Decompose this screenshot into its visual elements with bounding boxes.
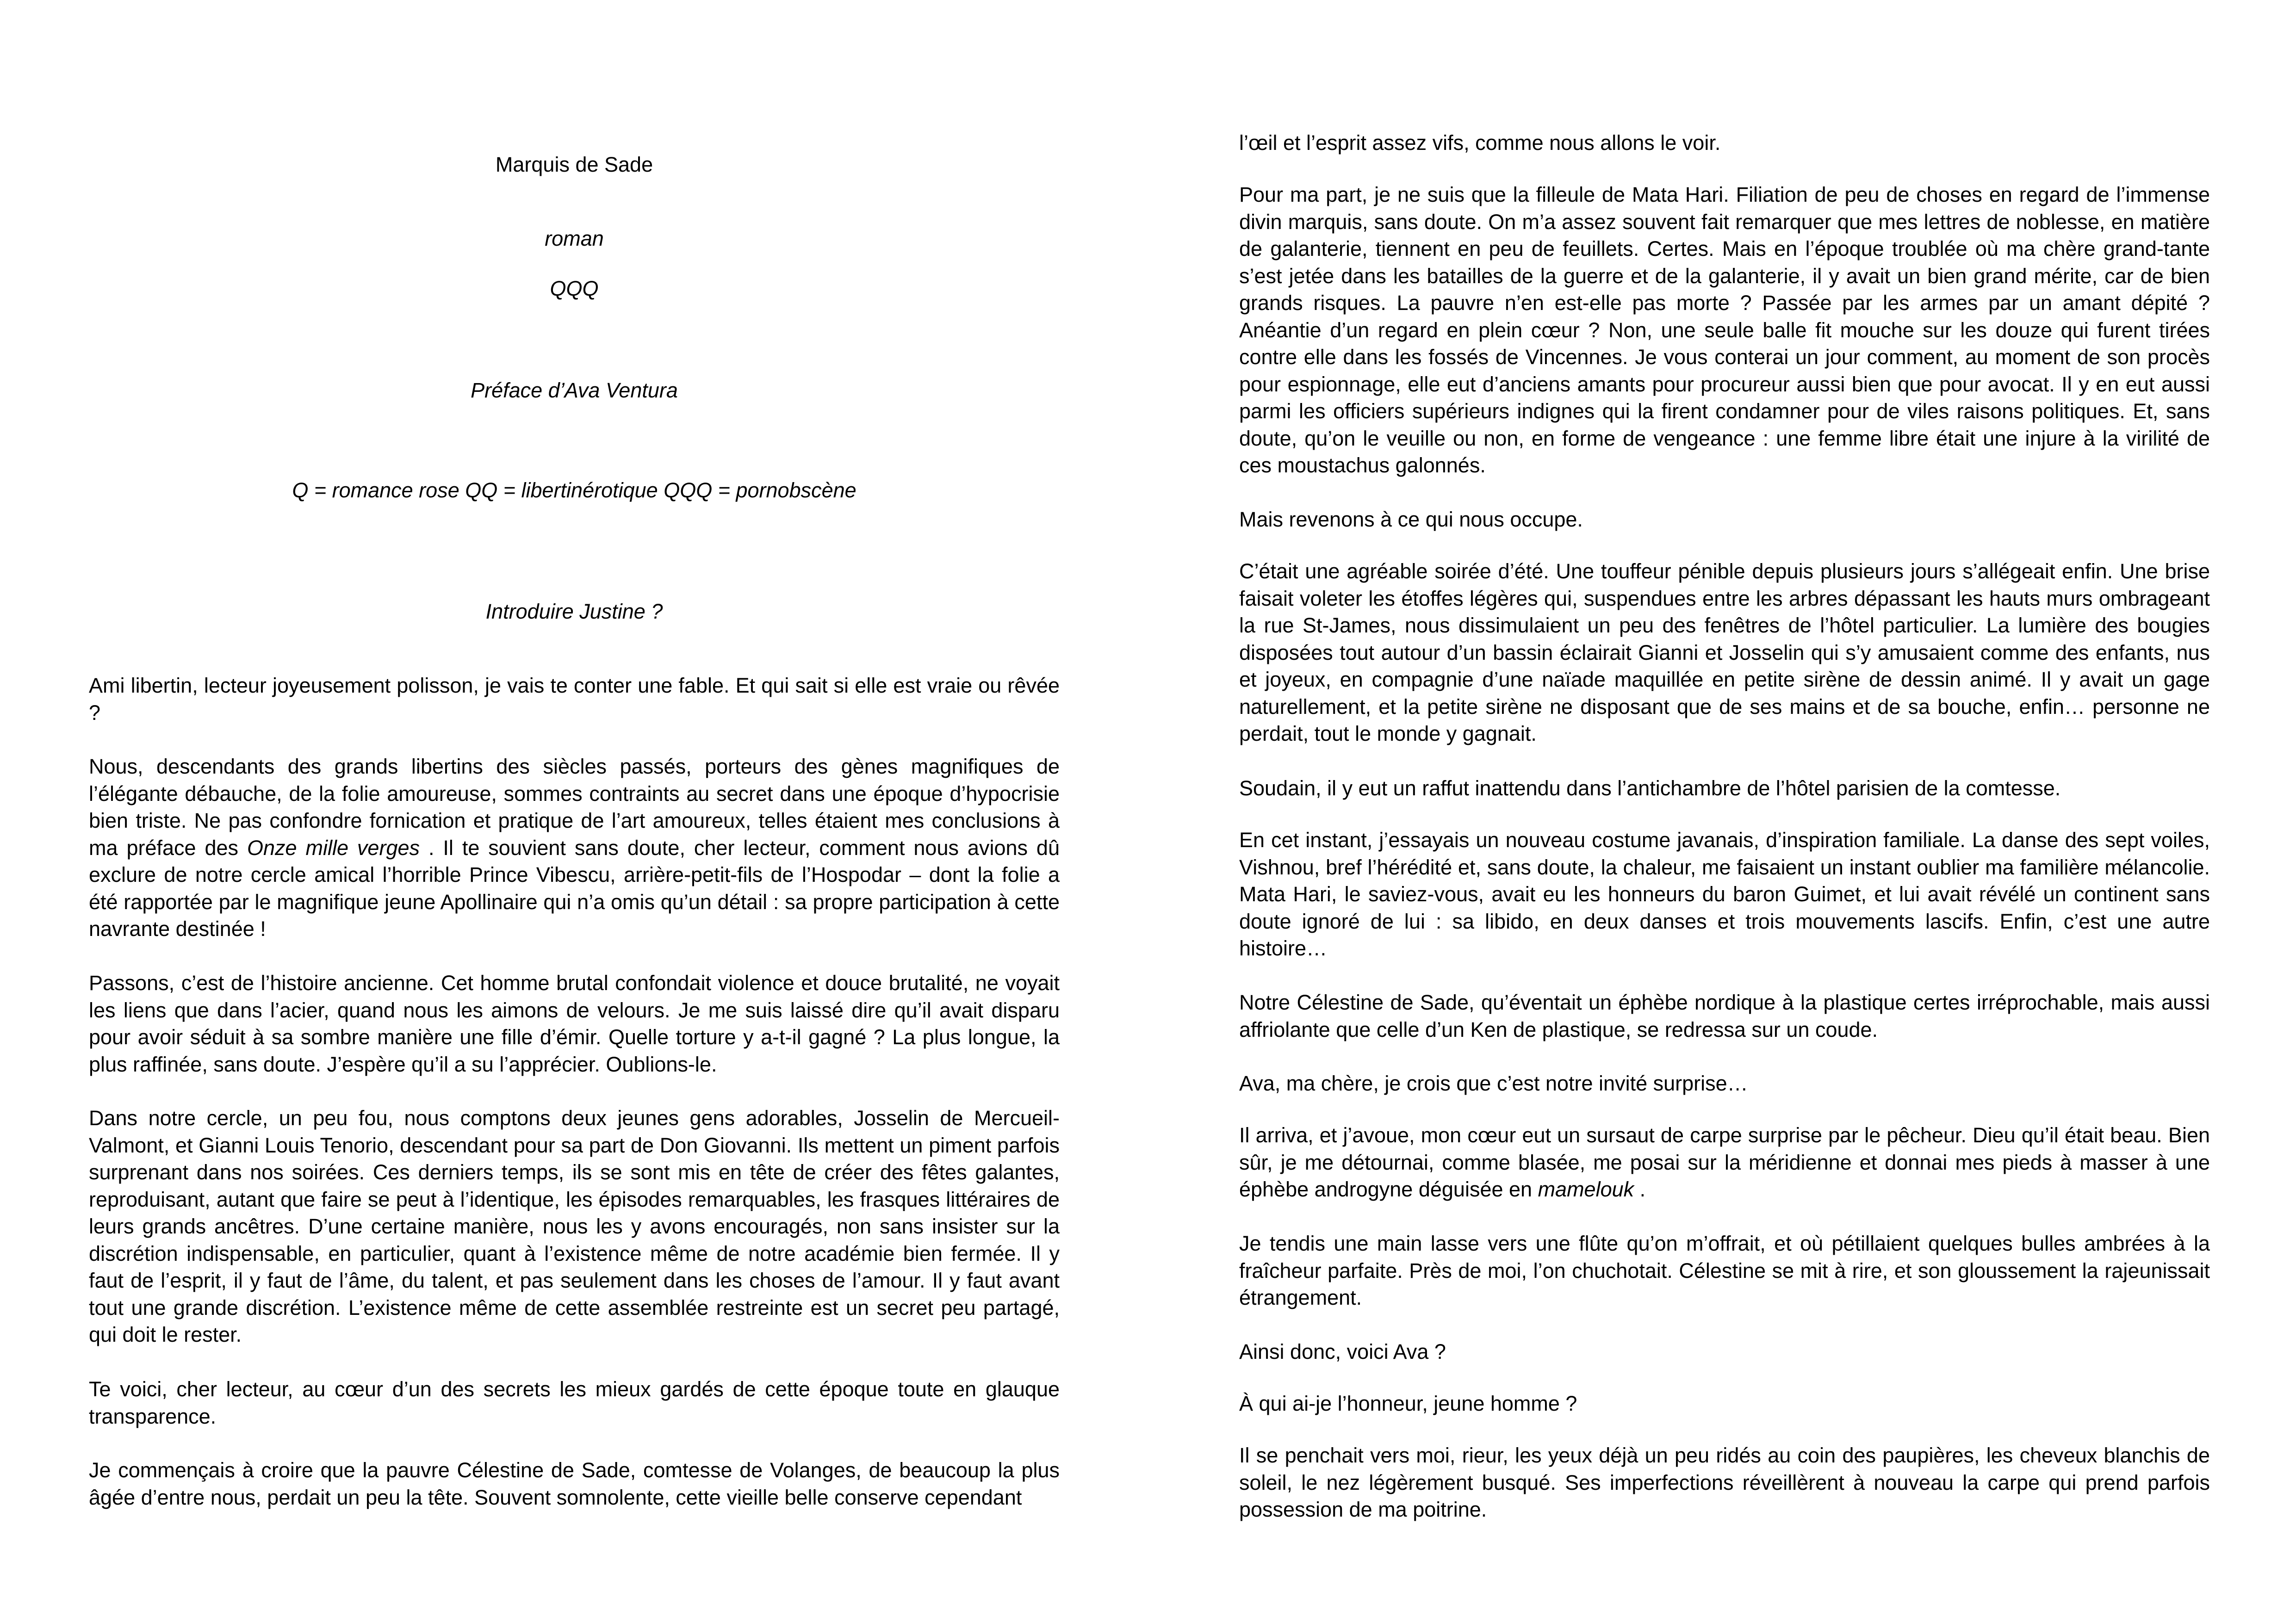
paragraph-mata-hari: Pour ma part, je ne suis que la filleule de Mata Hari. Filiation de peu de choses en regard de l’immense divin marquis, sans doute. On m’a assez souvent fait remarquer que mes lettres de noblesse, en matière de galanterie, tiennent en peu de feuillets. Certes. Mais en l’époque troublée où ma chère grand-tante s’est jetée dans les batailles de la guerre et de la galanterie, il y avait un bien grand mérite, car de bien grands risques. La pauvre n’en est-elle pas morte ? Passée par les armes par un amant dépité ? Anéantie d’un regard en plein cœur ? Non, une seule balle fit mouche sur les douze qui furent tirées contre elle dans les fossés de Vincennes. Je vous conterai un jour comment, au moment de son procès pour espionnage, elle eut d’anciens amants pour procureur aussi bien que pour avocat. Il y en eut aussi parmi les officiers supérieurs indignes qui la firent condamner pour de viles raisons politiques. Et, sans doute, qu’on le veuille ou non, en forme de vengeance : une femme libre était une injure à la virilité de ces moustachus galonnés. [1239, 183, 2210, 477]
genre-line: roman [545, 227, 604, 250]
paragraph-invite: Ava, ma chère, je crois que c’est notre invité surprise… [1239, 1072, 1748, 1095]
mamelouk-word: mamelouk [1538, 1177, 1634, 1201]
paragraph-1: Ami libertin, lecteur joyeusement polisson, je vais te conter une fable. Et qui sait si elle est vraie ou rêvée ? [89, 674, 1060, 725]
paragraph-raffut: Soudain, il y eut un raffut inattendu dans l’antichambre de l’hôtel parisien de la comtesse. [1239, 776, 2061, 800]
rating-legend: Q = romance rose QQ = libertinérotique QQQ = pornobscène [292, 478, 856, 502]
paragraph-4: Dans notre cercle, un peu fou, nous comptons deux jeunes gens adorables, Josselin de Mercueil-Valmont, et Gianni Louis Tenorio, descendant pour sa part de Don Giovanni. Ils mettent un piment parfois surprenant dans nos soirées. Ces derniers temps, ils se sont mis en tête de créer des fêtes galantes, reproduisant, autant que faire se peut à l’identique, les épisodes remarquables, les frasques littéraires de leurs grands ancêtres. D’une certaine manière, nous les y avons encouragés, non sans insister sur la discrétion indispensable, en particulier, quant à l’existence même de notre académie bien fermée. Il y faut de l’esprit, il y faut de l’âme, du talent, et pas seulement dans les choses de l’amour. Il y faut avant tout une grande discrétion. L’existence même de cette assemblée restreinte est un secret peu partagé, qui doit le rester. [89, 1106, 1060, 1346]
paragraph-3: Passons, c’est de l’histoire ancienne. Cet homme brutal confondait violence et douce brutalité, ne voyait les liens que dans l’acier, quand nous les aimons de velours. Je me suis laissé dire qu’il avait disparu pour avoir séduit à sa sombre manière une fille d’émir. Quelle torture y a-t-il gagné ? La plus longue, la plus raffinée, sans doute. J’espère qu’il a su l’apprécier. Oublions-le. [89, 971, 1060, 1076]
paragraph-arrivee-start: Il arriva, et j’avoue, mon cœur eut un sursaut de carpe surprise par le pêcheur. Dieu qu’il était beau. Bien sûr, je me détournai, comme blasée, me posai sur la méridienne et donnai mes pieds à masser à une éphèbe androgyne déguisée en [1239, 1123, 2210, 1201]
author-line: Marquis de Sade [495, 153, 653, 176]
paragraph-honneur: À qui ai-je l’honneur, jeune homme ? [1239, 1392, 1577, 1415]
paragraph-revenons: Mais revenons à ce qui nous occupe. [1239, 508, 1583, 531]
paragraph-2-end: . Il te souvient sans doute, cher lecteur, comment nous avions dû exclure de notre cercle amical l’horrible Prince Vibescu, arrière-petit-fils de l’Hospodar – dont la folie a été rapportée par le magnifique jeune Apollinaire qui n’a omis qu’un détail : sa propre participation à cette navrante destinée ! [89, 836, 1060, 941]
paragraph-ainsi: Ainsi donc, voici Ava ? [1239, 1340, 1446, 1363]
paragraph-2 [89, 753, 1060, 943]
book-title: Onze mille verges [247, 836, 420, 860]
rating-line: QQQ [550, 277, 599, 300]
paragraph-6: Je commençais à croire que la pauvre Célestine de Sade, comtesse de Volanges, de beaucoup la plus âgée d’entre nous, perdait un peu la tête. Souvent somnolente, cette vieille belle conserve cependant [89, 1458, 1060, 1509]
paragraph-arrivee [1239, 1122, 2210, 1203]
paragraph-flute: Je tendis une main lasse vers une flûte qu’on m’offrait, et où pétillaient quelques bulles ambrées à la fraîcheur parfaite. Près de moi, l’on chuchotait. Célestine se mit à rire, et son gloussement la rajeunissait étrangement. [1239, 1232, 2210, 1309]
paragraph-costume: En cet instant, j’essayais un nouveau costume javanais, d’inspiration familiale. La danse des sept voiles, Vishnou, bref l’hérédité et, sans doute, la chaleur, me faisaient un instant oublier ma familière mélancolie. Mata Hari, le saviez-vous, avait eu les honneurs du baron Guimet, et lui avait révélé un continent sans doute ignoré de lui : sa libido, en deux danses et trois mouvements lascifs. Enfin, c’est une autre histoire… [1239, 828, 2210, 960]
paragraph-5: Te voici, cher lecteur, au cœur d’un des secrets les mieux gardés de cette époque toute en glauque transparence. [89, 1377, 1060, 1428]
paragraph-continuation: l’œil et l’esprit assez vifs, comme nous allons le voir. [1239, 131, 1721, 155]
preface-line: Préface d’Ava Ventura [471, 378, 678, 402]
paragraph-2-start: Nous, descendants des grands libertins des siècles passés, porteurs des gènes magnifiques de l’élégante débauche, de la folie amoureuse, sommes contraints au secret dans une époque d’hypocrisie bien triste. Ne pas confondre fornication et pratique de l’art amoureux, telles étaient mes conclusions à ma préface des [89, 755, 1060, 860]
paragraph-arrivee-end: . [1634, 1177, 1646, 1201]
paragraph-soiree: C’était une agréable soirée d’été. Une touffeur pénible depuis plusieurs jours s’allégeait enfin. Une brise faisait voleter les étoffes légères qui, suspendues entre les arbres dépassant les hauts murs ombrageant la rue St-James, nous dissimulaient un peu des fenêtres de l’hôtel particulier. La lumière des bougies disposées tout autour d’un bassin éclairait Gianni et Josselin qui s’y amusaient comme des enfants, nus et joyeux, en compagnie d’une naïade maquillée en petite sirène de dessin animé. Il y avait un gage naturellement, et la petite sirène ne disposant que de ses mains et de sa bouche, enfin… personne ne perdait, tout le monde y gagnait. [1239, 559, 2210, 745]
paragraph-celestine: Notre Célestine de Sade, qu’éventait un éphèbe nordique à la plastique certes irréprochable, mais aussi affriolante que celle d’un Ken de plastique, se redressa sur un coude. [1239, 991, 2210, 1041]
paragraph-penchait: Il se penchait vers moi, rieur, les yeux déjà un peu ridés au coin des paupières, les cheveux blanchis de soleil, le nez légèrement busqué. Ses imperfections réveillèrent à nouveau la carpe qui prend parfois possession de ma poitrine. [1239, 1443, 2210, 1521]
section-title: Introduire Justine ? [485, 600, 663, 623]
